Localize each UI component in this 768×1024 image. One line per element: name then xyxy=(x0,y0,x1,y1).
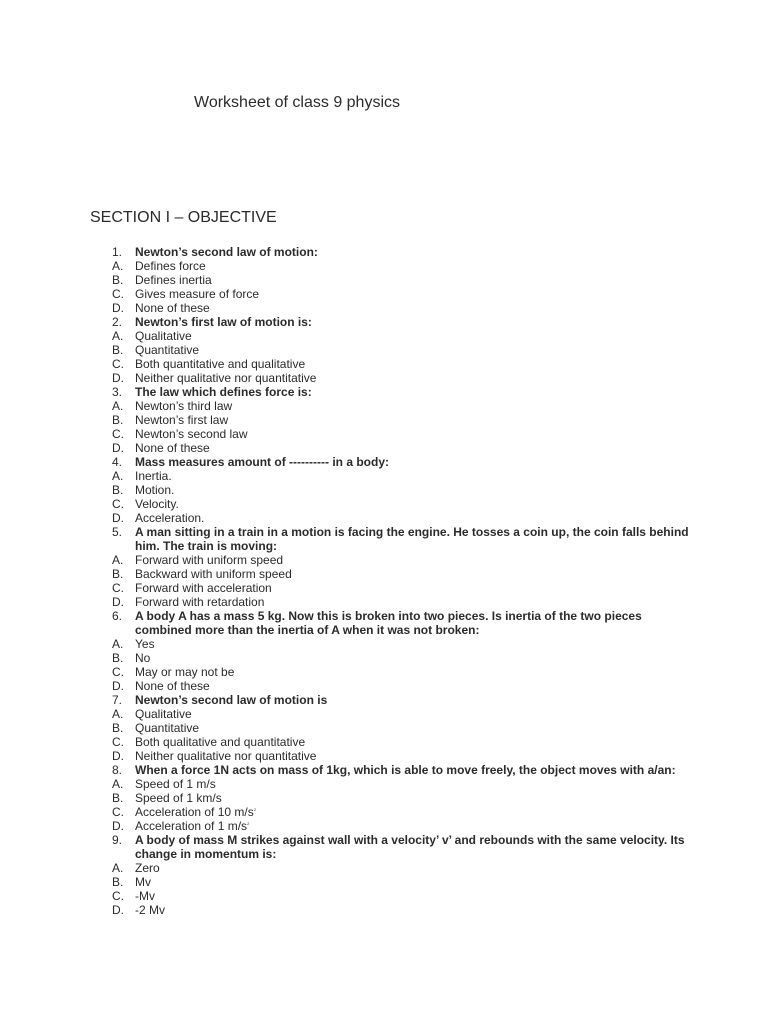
option-text-wrap xyxy=(135,497,690,511)
option-text: Backward with uniform speed xyxy=(135,567,292,581)
option-text: Quantitative xyxy=(135,343,200,357)
option-text: Neither qualitative nor quantitative xyxy=(135,371,317,385)
option-text: Newton’s second law xyxy=(135,427,248,441)
option-letter: C. xyxy=(112,889,124,903)
option-text: Forward with uniform speed xyxy=(135,553,284,567)
option-text: Both quantitative and qualitative xyxy=(135,357,306,371)
option-item xyxy=(100,357,690,371)
option-text-wrap xyxy=(135,259,690,273)
option-text: Quantitative xyxy=(135,721,200,735)
option-item xyxy=(100,301,690,315)
option-letter: B. xyxy=(112,343,124,357)
option-item xyxy=(100,581,690,595)
option-text-wrap xyxy=(135,889,690,903)
question-text: A man sitting in a train in a motion is facing the engine. He tosses a coin up, the coin falls behind him. The train is moving: xyxy=(135,525,689,553)
option-text: -Mv xyxy=(135,889,155,903)
option-letter: D. xyxy=(112,441,124,455)
option-text: -2 Mv xyxy=(135,903,165,917)
option-letter: A. xyxy=(112,861,124,875)
question-list xyxy=(100,245,690,917)
option-text-wrap xyxy=(135,581,690,595)
option-item xyxy=(100,287,690,301)
option-item xyxy=(100,595,690,609)
option-letter: C. xyxy=(112,665,124,679)
option-item xyxy=(100,819,690,833)
option-text: Speed of 1 m/s xyxy=(135,777,216,791)
option-letter: C. xyxy=(112,581,124,595)
question-item xyxy=(100,609,690,637)
option-text-wrap xyxy=(135,665,690,679)
option-item xyxy=(100,427,690,441)
option-item xyxy=(100,399,690,413)
option-text: Qualitative xyxy=(135,707,192,721)
option-text: May or may not be xyxy=(135,665,235,679)
option-item xyxy=(100,889,690,903)
question-text: Newton’s second law of motion: xyxy=(135,245,318,259)
option-item xyxy=(100,721,690,735)
question-item xyxy=(100,455,690,469)
option-item xyxy=(100,469,690,483)
question-text: Mass measures amount of ---------- in a body: xyxy=(135,455,390,469)
option-letter: A. xyxy=(112,469,124,483)
option-text-wrap xyxy=(135,805,690,819)
option-text-wrap xyxy=(135,273,690,287)
option-item xyxy=(100,637,690,651)
option-item xyxy=(100,371,690,385)
option-letter: D. xyxy=(112,903,124,917)
option-text-wrap xyxy=(135,301,690,315)
option-text: Zero xyxy=(135,861,160,875)
option-letter: B. xyxy=(112,483,124,497)
option-item xyxy=(100,273,690,287)
question-text: A body A has a mass 5 kg. Now this is broken into two pieces. Is inertia of the two pieces combined more than the inertia of A when it was not broken: xyxy=(135,609,642,637)
question-text: A body of mass M strikes against wall with a velocity’ v’ and rebounds with the same velocity. Its change in momentum is: xyxy=(135,833,685,861)
question-item xyxy=(100,525,690,553)
question-number: 8. xyxy=(112,763,123,777)
option-text-wrap xyxy=(135,875,690,889)
question-item xyxy=(100,315,690,329)
question-number: 9. xyxy=(112,833,123,847)
question-number: 1. xyxy=(112,245,123,259)
question-item xyxy=(100,245,690,259)
option-text: Newton’s first law xyxy=(135,413,229,427)
option-text-wrap xyxy=(135,721,690,735)
option-text: Velocity. xyxy=(135,497,179,511)
option-text-wrap xyxy=(135,707,690,721)
option-text-wrap xyxy=(135,357,690,371)
option-item xyxy=(100,707,690,721)
option-letter: D. xyxy=(112,819,124,833)
option-text-wrap xyxy=(135,511,690,525)
option-letter: A. xyxy=(112,637,124,651)
option-item xyxy=(100,777,690,791)
question-number: 5. xyxy=(112,525,123,539)
option-letter: B. xyxy=(112,651,124,665)
option-letter: D. xyxy=(112,595,124,609)
option-text-wrap xyxy=(135,343,690,357)
option-text: Speed of 1 km/s xyxy=(135,791,222,805)
option-item xyxy=(100,329,690,343)
option-text-wrap xyxy=(135,735,690,749)
option-item xyxy=(100,567,690,581)
option-text-wrap xyxy=(135,441,690,455)
superscript: 2 xyxy=(247,821,250,826)
option-text: Neither qualitative nor quantitative xyxy=(135,749,317,763)
option-letter: D. xyxy=(112,749,124,763)
question-item xyxy=(100,693,690,707)
option-letter: C. xyxy=(112,735,124,749)
option-letter: B. xyxy=(112,567,124,581)
option-item xyxy=(100,903,690,917)
question-text: When a force 1N acts on mass of 1kg, which is able to move freely, the object moves with a/an: xyxy=(135,763,676,777)
question-text: Newton’s second law of motion is xyxy=(135,693,328,707)
option-text: Qualitative xyxy=(135,329,192,343)
question-item xyxy=(100,763,690,777)
question-number: 3. xyxy=(112,385,123,399)
option-text: Mv xyxy=(135,875,151,889)
option-letter: B. xyxy=(112,273,124,287)
option-text: None of these xyxy=(135,679,210,693)
option-letter: B. xyxy=(112,413,124,427)
option-text-wrap xyxy=(135,749,690,763)
option-item xyxy=(100,679,690,693)
option-letter: B. xyxy=(112,875,124,889)
option-text: Acceleration of 1 m/s xyxy=(135,819,248,833)
option-item xyxy=(100,553,690,567)
option-text: Defines inertia xyxy=(135,273,212,287)
option-text-wrap xyxy=(135,469,690,483)
option-letter: B. xyxy=(112,721,124,735)
question-text: Newton’s first law of motion is: xyxy=(135,315,312,329)
option-text-wrap xyxy=(135,777,690,791)
option-text-wrap xyxy=(135,903,690,917)
option-letter: B. xyxy=(112,791,124,805)
document-title: Worksheet of class 9 physics xyxy=(194,94,401,111)
option-item xyxy=(100,511,690,525)
option-item xyxy=(100,497,690,511)
option-text-wrap xyxy=(135,861,690,875)
option-text-wrap xyxy=(135,329,690,343)
option-text: Inertia. xyxy=(135,469,172,483)
option-text: Yes xyxy=(135,637,155,651)
option-text: Forward with retardation xyxy=(135,595,265,609)
option-text-wrap xyxy=(135,413,690,427)
option-item xyxy=(100,861,690,875)
question-number: 2. xyxy=(112,315,123,329)
option-letter: D. xyxy=(112,511,124,525)
option-letter: D. xyxy=(112,301,124,315)
option-letter: C. xyxy=(112,357,124,371)
option-letter: C. xyxy=(112,497,124,511)
option-text-wrap xyxy=(135,553,690,567)
option-text: No xyxy=(135,651,151,665)
option-text: None of these xyxy=(135,301,210,315)
option-text-wrap xyxy=(135,287,690,301)
option-text-wrap xyxy=(135,567,690,581)
option-letter: A. xyxy=(112,259,124,273)
superscript: 2 xyxy=(253,807,256,812)
option-letter: C. xyxy=(112,427,124,441)
option-item xyxy=(100,343,690,357)
option-letter: A. xyxy=(112,329,124,343)
option-item xyxy=(100,735,690,749)
section-heading: SECTION I – OBJECTIVE xyxy=(90,209,277,226)
option-text-wrap xyxy=(135,483,690,497)
option-item xyxy=(100,875,690,889)
question-text: The law which defines force is: xyxy=(135,385,312,399)
option-text: Acceleration of 10 m/s xyxy=(135,805,254,819)
option-item xyxy=(100,749,690,763)
option-text: Gives measure of force xyxy=(135,287,260,301)
question-number: 4. xyxy=(112,455,123,469)
option-text: Defines force xyxy=(135,259,206,273)
option-letter: D. xyxy=(112,371,124,385)
option-letter: A. xyxy=(112,553,124,567)
option-text-wrap xyxy=(135,791,690,805)
option-letter: C. xyxy=(112,287,124,301)
question-number: 7. xyxy=(112,693,123,707)
option-text-wrap xyxy=(135,371,690,385)
option-text-wrap xyxy=(135,637,690,651)
option-item xyxy=(100,791,690,805)
option-text: Motion. xyxy=(135,483,175,497)
option-letter: D. xyxy=(112,679,124,693)
option-text: Both qualitative and quantitative xyxy=(135,735,306,749)
option-item xyxy=(100,441,690,455)
option-text-wrap xyxy=(135,651,690,665)
option-item xyxy=(100,651,690,665)
question-number: 6. xyxy=(112,609,123,623)
option-item xyxy=(100,259,690,273)
option-text-wrap xyxy=(135,427,690,441)
option-letter: A. xyxy=(112,399,124,413)
option-letter: C. xyxy=(112,805,124,819)
option-text-wrap xyxy=(135,595,690,609)
option-text: Acceleration. xyxy=(135,511,205,525)
option-item xyxy=(100,413,690,427)
option-item xyxy=(100,665,690,679)
option-letter: A. xyxy=(112,707,124,721)
option-letter: A. xyxy=(112,777,124,791)
option-item xyxy=(100,483,690,497)
option-text: None of these xyxy=(135,441,210,455)
option-text-wrap xyxy=(135,399,690,413)
option-item xyxy=(100,805,690,819)
option-text-wrap xyxy=(135,679,690,693)
option-text: Forward with acceleration xyxy=(135,581,272,595)
option-text: Newton’s third law xyxy=(135,399,233,413)
question-item xyxy=(100,385,690,399)
question-item xyxy=(100,833,690,861)
option-text-wrap xyxy=(135,819,690,833)
